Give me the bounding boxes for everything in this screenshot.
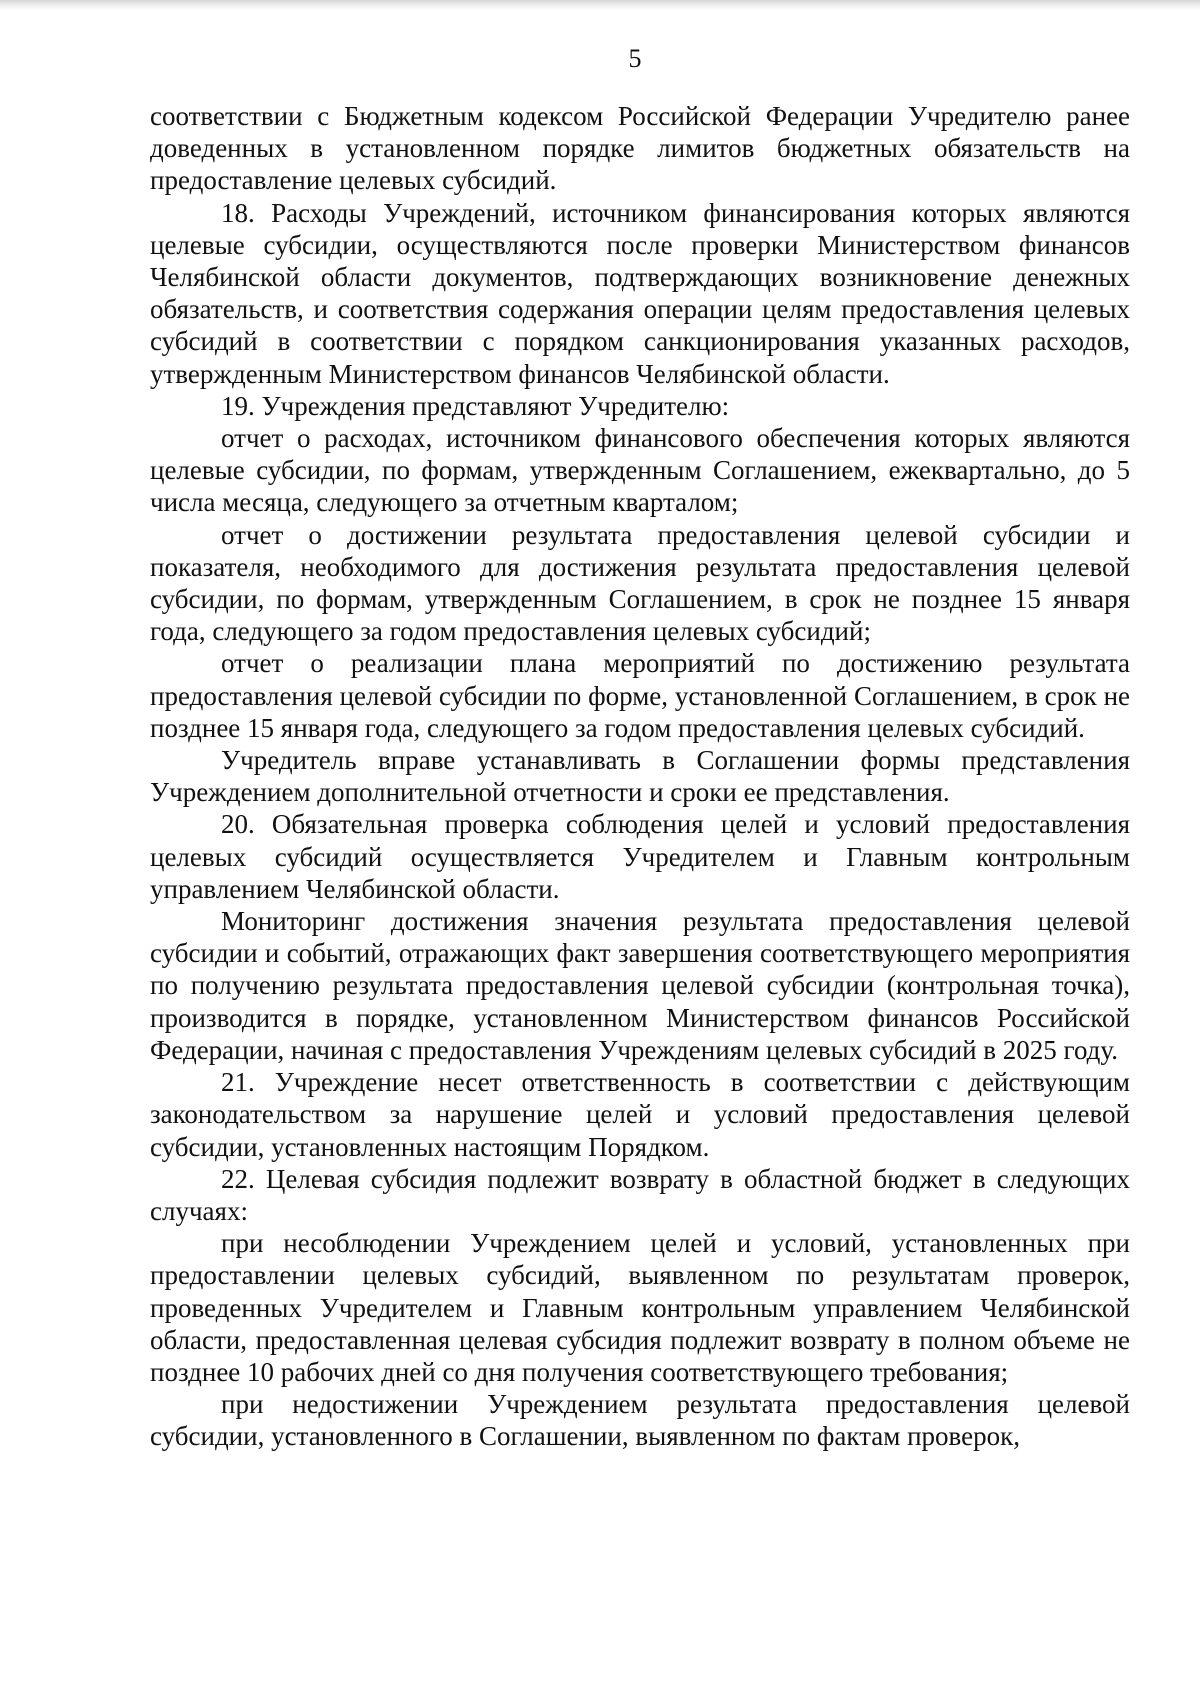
page-number: 5 (628, 44, 642, 73)
paragraph-monitoring: Мониторинг достижения значения результата предоставления целевой субсидии и событий, отражающих факт завершения соответствующего мероприятия по получению результата предоставления целевой субсидии (контрольная точка), производится в порядке, установленном Министерством финансов Российской Федерации, начиная с предоставления Учреждениям целевых субсидий в 2025 году. (150, 906, 1130, 1065)
paragraph-founder-rights: Учредитель вправе устанавливать в Соглашении формы представления Учреждением дополнительной отчетности и сроки ее представления. (150, 745, 1130, 808)
paragraph-item-21: 21. Учреждение несет ответственность в соответствии с действующим законодательством за нарушение целей и условий предоставления целевой субсидии, установленных настоящим Порядком. (150, 1067, 1130, 1162)
paragraph-item-22: 22. Целевая субсидия подлежит возврату в областной бюджет в следующих случаях: (150, 1163, 1130, 1226)
scan-edge (0, 0, 1200, 10)
paragraph-item-18: 18. Расходы Учреждений, источником финансирования которых являются целевые субсидии, осуществляются после проверки Министерством финансов Челябинской области документов, подтверждающих возникновение денежных обязательств, и соответствия содержания операции целям предоставления целевых субсидий в соответствии с порядком санкционирования указанных расходов, утвержденным Министерством финансов Челябинской области. (150, 197, 1130, 389)
paragraph-report-results: отчет о достижении результата предоставления целевой субсидии и показателя, необходимого для достижения результата предоставления целевой субсидии, по формам, утвержденным Соглашением, в срок не позднее 15 января года, следующего за годом предоставления целевых субсидий; (150, 519, 1130, 647)
paragraph-return-case-1: при несоблюдении Учреждением целей и условий, установленных при предоставлении целевых субсидий, выявленном по результатам проверок, проведенных Учредителем и Главным контрольным управлением Челябинской области, предоставленная целевая субсидия подлежит возврату в полном объеме не позднее 10 рабочих дней со дня получения соответствующего требования; (150, 1228, 1130, 1387)
paragraph-continuation: соответствии с Бюджетным кодексом Российской Федерации Учредителю ранее доведенных в установленном порядке лимитов бюджетных обязательств на предоставление целевых субсидий. (150, 101, 1130, 196)
paragraph-item-19: 19. Учреждения представляют Учредителю: (221, 390, 730, 421)
document-body (150, 100, 1130, 1453)
paragraph-return-case-2: при недостижении Учреждением результата предоставления целевой субсидии, установленного в Соглашении, выявленном по фактам проверок, (150, 1389, 1130, 1452)
paragraph-report-plan: отчет о реализации плана мероприятий по достижению результата предоставления целевой субсидии по форме, установленной Соглашением, в срок не позднее 15 января года, следующего за годом предоставления целевых субсидий. (150, 648, 1130, 743)
paragraph-item-20: 20. Обязательная проверка соблюдения целей и условий предоставления целевых субсидий осуществляется Учредителем и Главным контрольным управлением Челябинской области. (150, 809, 1130, 904)
paragraph-report-expenses: отчет о расходах, источником финансового обеспечения которых являются целевые субсидии, по формам, утвержденным Соглашением, ежеквартально, до 5 числа месяца, следующего за отчетным кварталом; (150, 423, 1130, 518)
